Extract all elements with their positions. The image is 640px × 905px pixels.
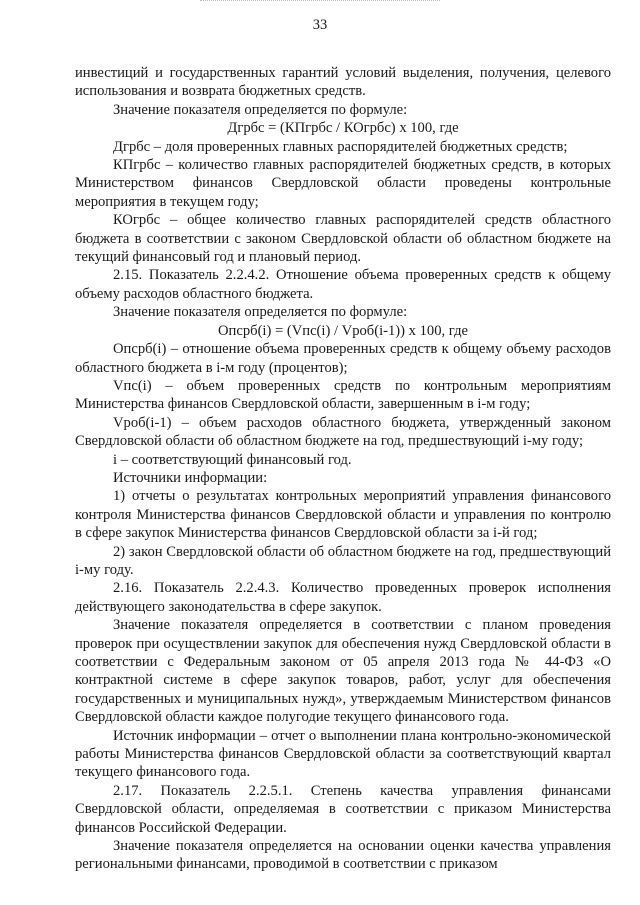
paragraph: Дгрбс – доля проверенных главных распорядителей бюджетных средств; <box>113 138 568 155</box>
page-number: 33 <box>312 17 328 33</box>
paragraph: инвестиций и государственных гарантий условий выделения, получения, целевого использования и возврата бюджетных средств. <box>75 65 611 100</box>
paragraph: Опсрб(i) – отношение объема проверенных средств к общему объему расходов областного бюджета в i-м году (процентов); <box>75 341 611 376</box>
paragraph: Источники информации: <box>113 469 268 486</box>
paragraph: Значение показателя определяется по формуле: <box>113 304 408 321</box>
section-heading: 2.17. Показатель 2.2.5.1. Степень качества управления финансами Свердловской области, определяемая в соответствии с приказом Министерства финансов Российской Федерации. <box>75 782 611 836</box>
paragraph: Значение показателя определяется на основании оценки качества управления региональными финансами, проводимой в соответствии с приказом <box>75 838 611 873</box>
paragraph: Vроб(i-1) – объем расходов областного бюджета, утвержденный законом Свердловской области об областном бюджете на год, предшествующий i-му году; <box>75 414 611 450</box>
formula: Опсрб(i) = (Vпс(i) / Vроб(i-1)) х 100, где <box>218 322 468 339</box>
paragraph: Источник информации – отчет о выполнении плана контрольно-экономической работы Министерства финансов Свердловской области за соответствующий квартал текущего финансового года. <box>75 727 611 781</box>
paragraph: i – соответствующий финансовый год. <box>113 451 352 468</box>
paragraph: Значение показателя определяется в соответствии с планом проведения проверок при осуществлении закупок для обеспечения нужд Свердловской области в соответствии с Федеральным законом от 05 апреля 2013 года № 44-ФЗ «О контрактной системе в сфере закупок товаров, работ, услуг для обеспечения государственных и муниципальных нужд», утверждаемым Министерством финансов Свердловской области каждое полугодие текущего финансового года. <box>75 617 611 726</box>
list-item: 1) отчеты о результатах контрольных мероприятий управления финансового контроля Министерства финансов Свердловской области и управления по контролю в сфере закупок Министерства финансов Свердловской области за i-й год; <box>75 488 611 542</box>
section-heading: 2.15. Показатель 2.2.4.2. Отношение объема проверенных средств к общему объему расходов областного бюджета. <box>75 267 611 302</box>
document-body <box>75 64 611 874</box>
formula: Дгрбс = (КПгрбс / КОгрбс) х 100, где <box>227 120 459 137</box>
scan-edge-mark <box>200 0 440 4</box>
paragraph: Vпс(i) – объем проверенных средств по контрольным мероприятиям Министерства финансов Свердловской области, завершенным в i-м году; <box>75 377 611 413</box>
list-item: 2) закон Свердловской области об областном бюджете на год, предшествующий i-му году. <box>75 543 611 578</box>
paragraph: КПгрбс – количество главных распорядителей бюджетных средств, в которых Министерством финансов Свердловской области проведены контрольные мероприятия в текущем году; <box>75 157 611 210</box>
paragraph: КОгрбс – общее количество главных распорядителей средств областного бюджета в соответствии с законом Свердловской области об областном бюджете на текущий финансовый год и плановый период. <box>75 212 611 266</box>
paragraph: Значение показателя определяется по формуле: <box>113 101 408 118</box>
section-heading: 2.16. Показатель 2.2.4.3. Количество проведенных проверок исполнения действующего законодательства в сфере закупок. <box>75 580 611 615</box>
